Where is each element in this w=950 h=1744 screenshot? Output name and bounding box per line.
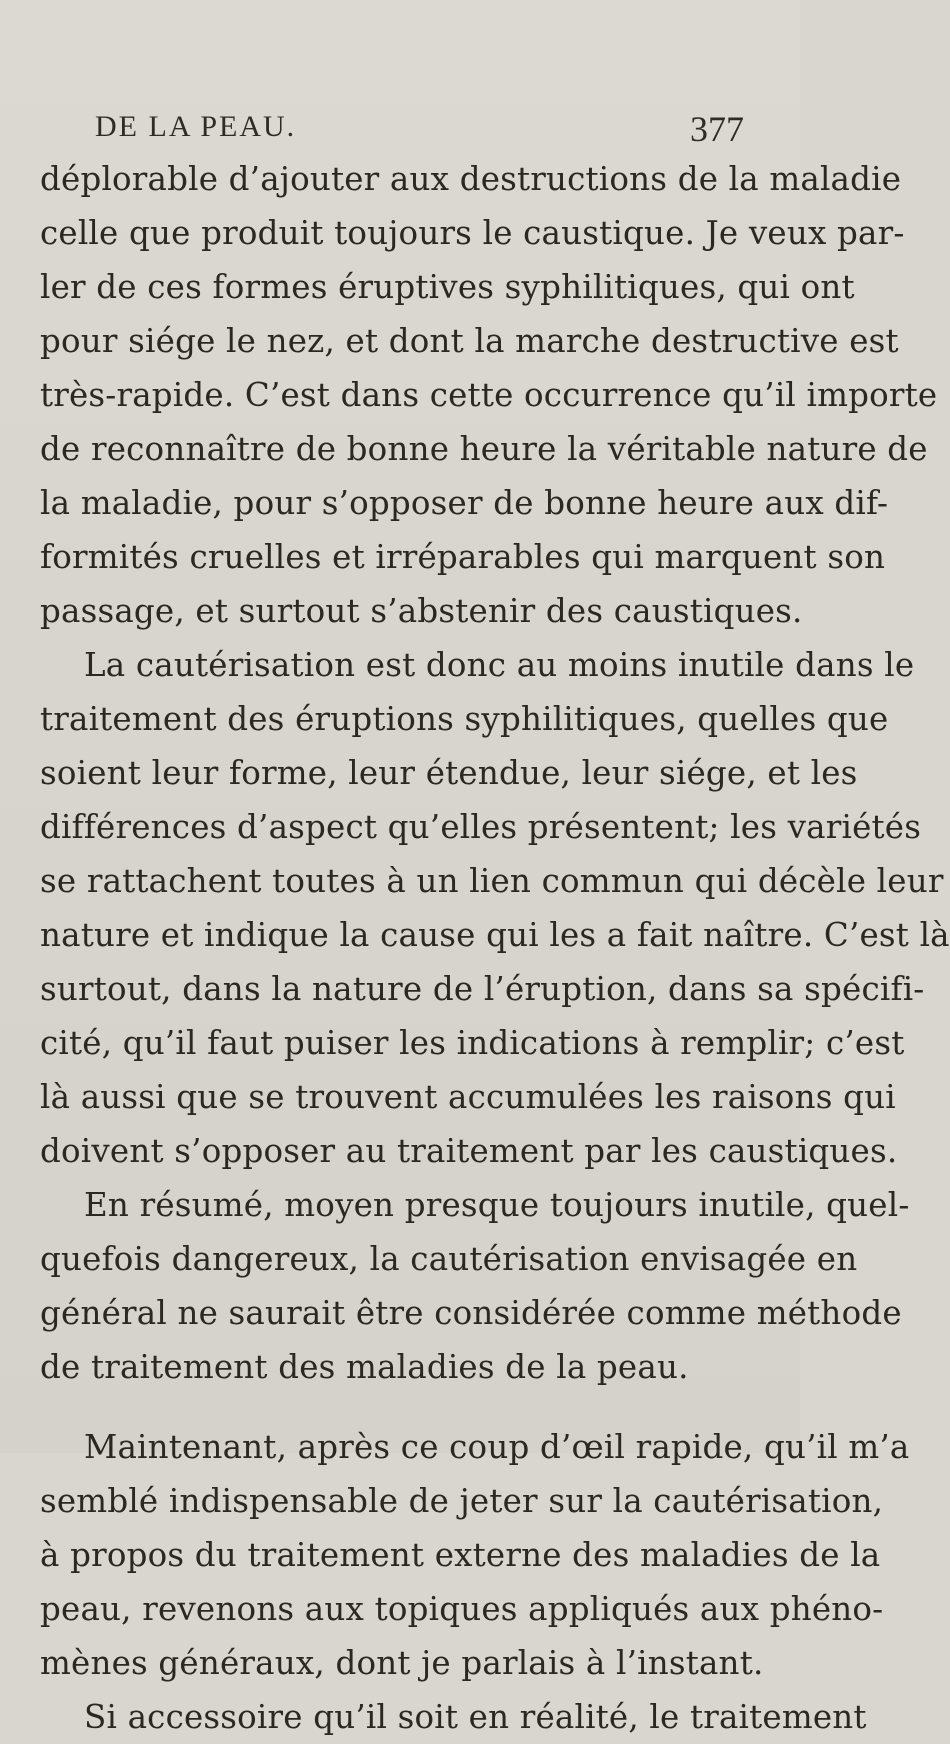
text-line: Si accessoire qu’il soit en réalité, le traitement <box>84 1698 867 1736</box>
text-line: peau, revenons aux topiques appliqués aux phéno- <box>40 1590 884 1628</box>
text-line: différences d’aspect qu’elles présentent; les variétés <box>40 808 922 846</box>
text-line: de traitement des maladies de la peau. <box>40 1348 689 1386</box>
text-line: soient leur forme, leur étendue, leur siége, et les <box>40 754 858 792</box>
text-line: de reconnaître de bonne heure la véritable nature de <box>40 430 928 468</box>
page-header <box>0 108 800 148</box>
text-line: la maladie, pour s’opposer de bonne heure aux dif- <box>40 484 889 522</box>
text-line: ler de ces formes éruptives syphilitiques, qui ont <box>40 268 855 306</box>
text-line: se rattachent toutes à un lien commun qui décèle leur <box>40 862 944 900</box>
page-number: 377 <box>690 109 744 149</box>
text-line: nature et indique la cause qui les a fait naître. C’est là <box>40 916 950 954</box>
text-line: La cautérisation est donc au moins inutile dans le <box>84 646 915 684</box>
text-line: semblé indispensable de jeter sur la cautérisation, <box>40 1482 884 1520</box>
text-line: passage, et surtout s’abstenir des caustiques. <box>40 592 803 630</box>
text-line: Maintenant, après ce coup d’œil rapide, qu’il m’a <box>84 1428 910 1466</box>
text-line: cité, qu’il faut puiser les indications à remplir; c’est <box>40 1024 905 1062</box>
text-line: celle que produit toujours le caustique. Je veux par- <box>40 214 905 252</box>
text-line: pour siége le nez, et dont la marche destructive est <box>40 322 899 360</box>
text-line: à propos du traitement externe des maladies de la <box>40 1536 881 1574</box>
text-line: formités cruelles et irréparables qui marquent son <box>40 538 886 576</box>
text-line: traitement des éruptions syphilitiques, quelles que <box>40 700 889 738</box>
paragraph-gap <box>40 1394 762 1420</box>
text-line: général ne saurait être considérée comme méthode <box>40 1294 902 1332</box>
text-line: mènes généraux, dont je parlais à l’instant. <box>40 1644 764 1682</box>
running-head: DE LA PEAU. <box>95 110 297 143</box>
text-line: là aussi que se trouvent accumulées les raisons qui <box>40 1078 896 1116</box>
text-line: très-rapide. C’est dans cette occurrence qu’il importe <box>40 376 938 414</box>
text-line: doivent s’opposer au traitement par les caustiques. <box>40 1132 898 1170</box>
text-line: surtout, dans la nature de l’éruption, dans sa spécifi- <box>40 970 925 1008</box>
text-line: En résumé, moyen presque toujours inutile, quel- <box>84 1186 910 1224</box>
text-line: quefois dangereux, la cautérisation envisagée en <box>40 1240 858 1278</box>
body-text <box>40 152 950 1744</box>
text-line: déplorable d’ajouter aux destructions de la maladie <box>40 160 902 198</box>
